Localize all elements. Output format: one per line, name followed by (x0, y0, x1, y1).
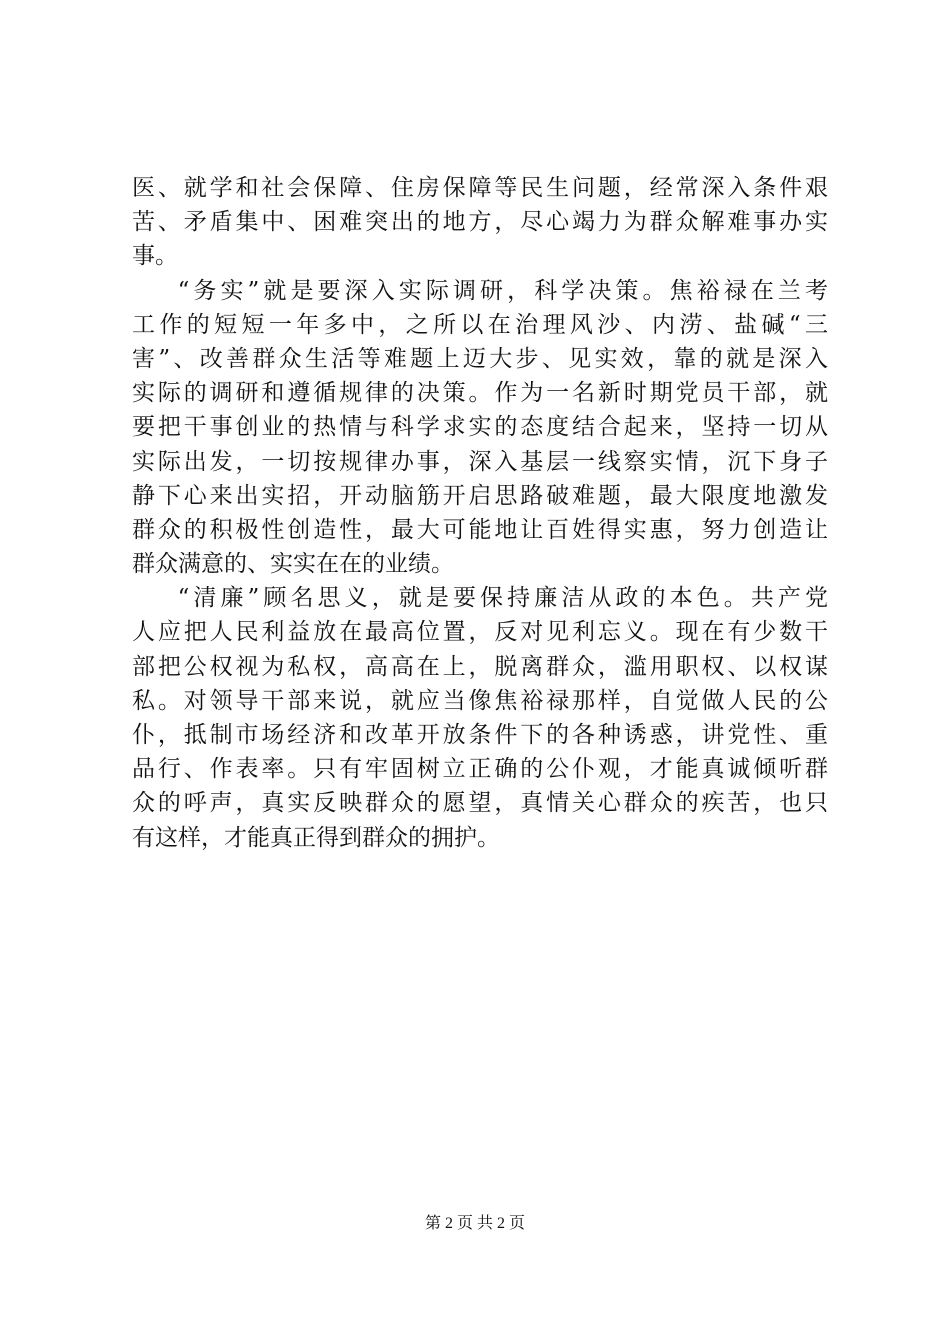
text-line: “务实”就是要深入实际调研，科学决策。焦裕禄在兰考 (132, 277, 828, 304)
text-line: 工作的短短一年多中，之所以在治理风沙、内涝、盐碱“三 (132, 311, 828, 338)
text-line: 众的呼声，真实反映群众的愿望，真情关心群众的疾苦，也只 (132, 790, 828, 817)
text-line: 医、就学和社会保障、住房保障等民生问题，经常深入条件艰 (132, 175, 828, 201)
text-line: 静下心来出实招，开动脑筋开启思路破难题，最大限度地激发 (132, 482, 828, 509)
text-line: 苦、矛盾集中、困难突出的地方，尽心竭力为群众解难事办实 (132, 209, 828, 236)
text-line: 品行、作表率。只有牢固树立正确的公仆观，才能真诚倾听群 (132, 756, 828, 783)
page-number-footer: 第 2 页 共 2 页 (424, 1215, 525, 1232)
text-line: 仆，抵制市场经济和改革开放条件下的各种诱惑，讲党性、重 (132, 722, 828, 748)
text-line: 害”、改善群众生活等难题上迈大步、见实效，靠的就是深入 (132, 345, 828, 372)
text-line: 实际出发，一切按规律办事，深入基层一线察实情，沉下身子 (132, 448, 828, 475)
text-line: 人应把人民利益放在最高位置，反对见利忘义。现在有少数干 (132, 619, 828, 646)
body-text (132, 171, 828, 855)
text-line: 私。对领导干部来说，就应当像焦裕禄那样，自觉做人民的公 (132, 687, 828, 714)
text-line: 部把公权视为私权，高高在上，脱离群众，滥用职权、以权谋 (132, 653, 828, 680)
text-line: “清廉”顾名思义，就是要保持廉洁从政的本色。共产党 (132, 585, 828, 612)
text-line: 群众的积极性创造性，最大可能地让百姓得实惠，努力创造让 (132, 516, 828, 543)
text-line: 实际的调研和遵循规律的决策。作为一名新时期党员干部，就 (132, 380, 828, 407)
text-line: 事。 (132, 243, 178, 270)
text-line: 群众满意的、实实在在的业绩。 (132, 551, 454, 578)
text-line: 要把干事创业的热情与科学求实的态度结合起来，坚持一切从 (132, 414, 828, 441)
text-line: 有这样，才能真正得到群众的拥护。 (132, 824, 500, 851)
